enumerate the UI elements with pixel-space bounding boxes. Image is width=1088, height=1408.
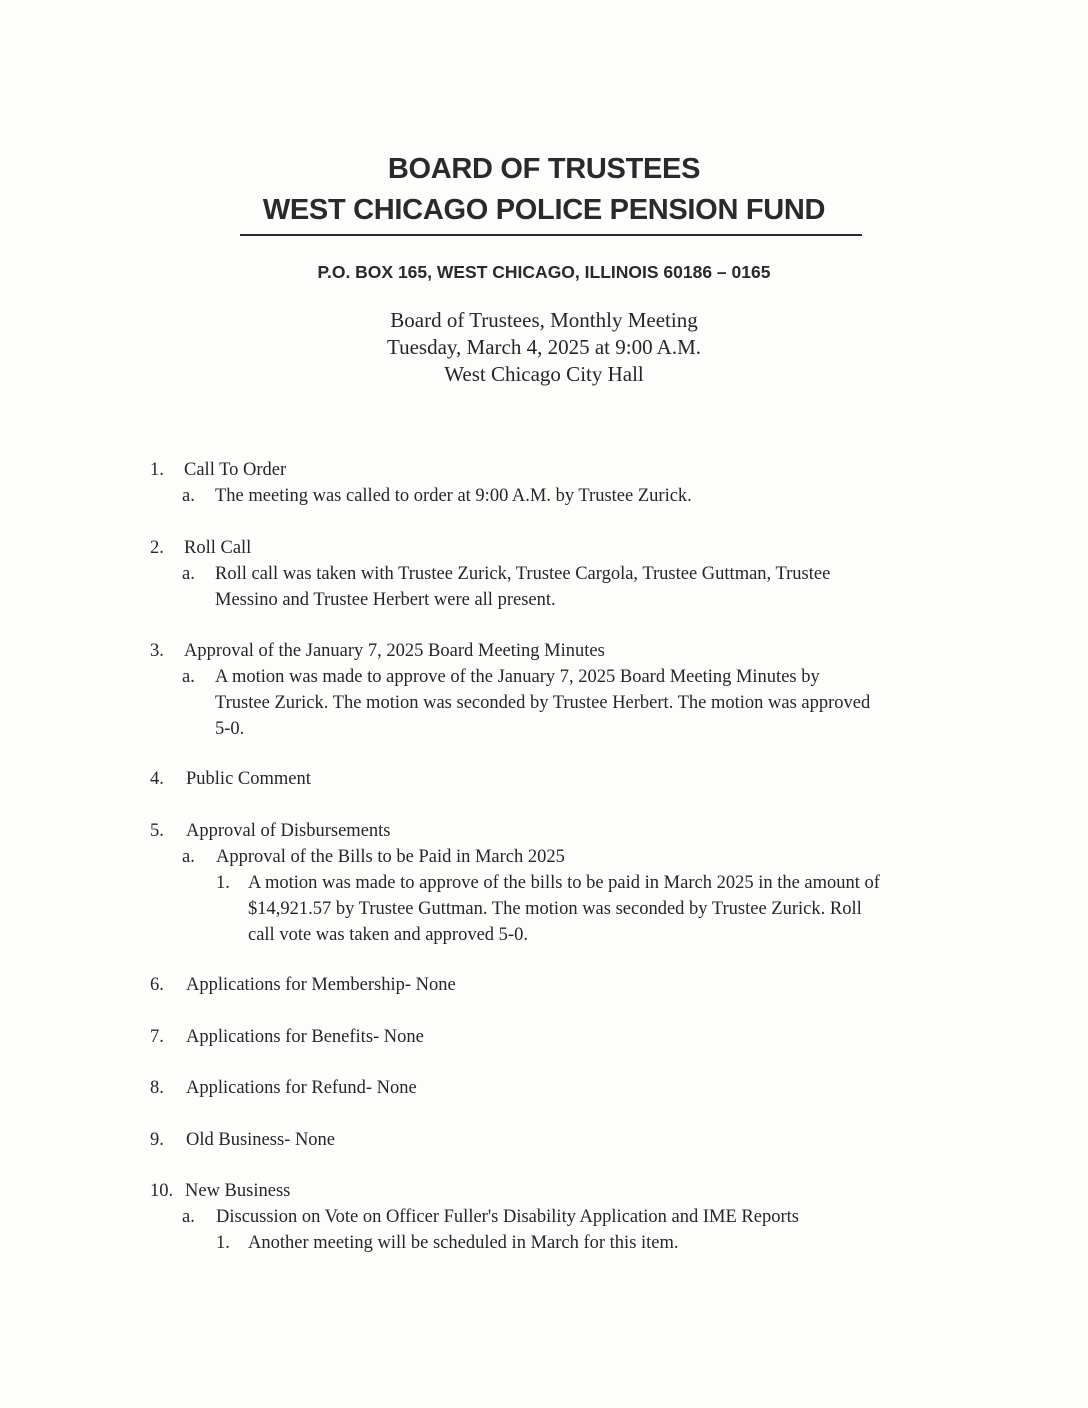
sub-sub-item-text: Another meeting will be scheduled in March for this item. [248, 1233, 679, 1253]
item-title: Applications for Refund- None [186, 1078, 417, 1098]
item-title: Applications for Membership- None [186, 975, 456, 995]
item-number: 10. [150, 1181, 174, 1201]
item-number: 7. [150, 1027, 164, 1047]
sub-sub-item-text: call vote was taken and approved 5-0. [248, 925, 528, 945]
sub-item-text: Messino and Trustee Herbert were all present. [215, 590, 556, 610]
sub-item-title: Approval of the Bills to be Paid in March 2025 [216, 847, 565, 867]
item-number: 8. [150, 1078, 164, 1098]
item-title: Applications for Benefits- None [186, 1027, 424, 1047]
board-title: BOARD OF TRUSTEES [387, 153, 701, 185]
meeting-name: Board of Trustees, Monthly Meeting [390, 308, 698, 332]
item-title: Approval of the January 7, 2025 Board Meeting Minutes [184, 641, 605, 661]
item-title: Call To Order [184, 460, 287, 480]
meeting-location: West Chicago City Hall [444, 362, 644, 386]
item-number: 4. [150, 769, 164, 789]
sub-item-title: Discussion on Vote on Officer Fuller's Disability Application and IME Reports [216, 1207, 799, 1227]
item-number: 2. [150, 538, 164, 558]
sub-sub-item-marker: 1. [216, 1233, 230, 1253]
item-title: Roll Call [184, 538, 252, 558]
item-number: 3. [150, 641, 164, 661]
sub-item-text: 5-0. [215, 719, 245, 739]
sub-sub-item-marker: 1. [216, 873, 230, 893]
sub-item-marker: a. [182, 564, 195, 584]
header-rule [240, 234, 862, 236]
sub-sub-item-text: $14,921.57 by Trustee Guttman. The motion was seconded by Trustee Zurick. Roll [248, 899, 862, 919]
item-title: Approval of Disbursements [186, 821, 391, 841]
item-number: 6. [150, 975, 164, 995]
fund-title: WEST CHICAGO POLICE PENSION FUND [262, 194, 826, 226]
item-title: New Business [185, 1181, 291, 1201]
item-number: 1. [150, 460, 164, 480]
sub-item-marker: a. [182, 667, 195, 687]
mailing-address: P.O. BOX 165, WEST CHICAGO, ILLINOIS 60186 – 0165 [317, 262, 771, 282]
sub-item-marker: a. [182, 1207, 195, 1227]
sub-item-text: A motion was made to approve of the January 7, 2025 Board Meeting Minutes by [215, 667, 820, 687]
item-number: 5. [150, 821, 164, 841]
sub-item-text: Trustee Zurick. The motion was seconded by Trustee Herbert. The motion was approved [215, 693, 871, 713]
item-number: 9. [150, 1130, 164, 1150]
sub-sub-item-text: A motion was made to approve of the bills to be paid in March 2025 in the amount of [248, 873, 880, 893]
item-title: Public Comment [186, 769, 311, 789]
sub-item-text: The meeting was called to order at 9:00 A.M. by Trustee Zurick. [215, 486, 692, 506]
item-title: Old Business- None [186, 1130, 336, 1150]
sub-item-text: Roll call was taken with Trustee Zurick, Trustee Cargola, Trustee Guttman, Trustee [215, 564, 831, 584]
meeting-date: Tuesday, March 4, 2025 at 9:00 A.M. [386, 335, 701, 359]
sub-item-marker: a. [182, 847, 195, 867]
sub-item-marker: a. [182, 486, 195, 506]
